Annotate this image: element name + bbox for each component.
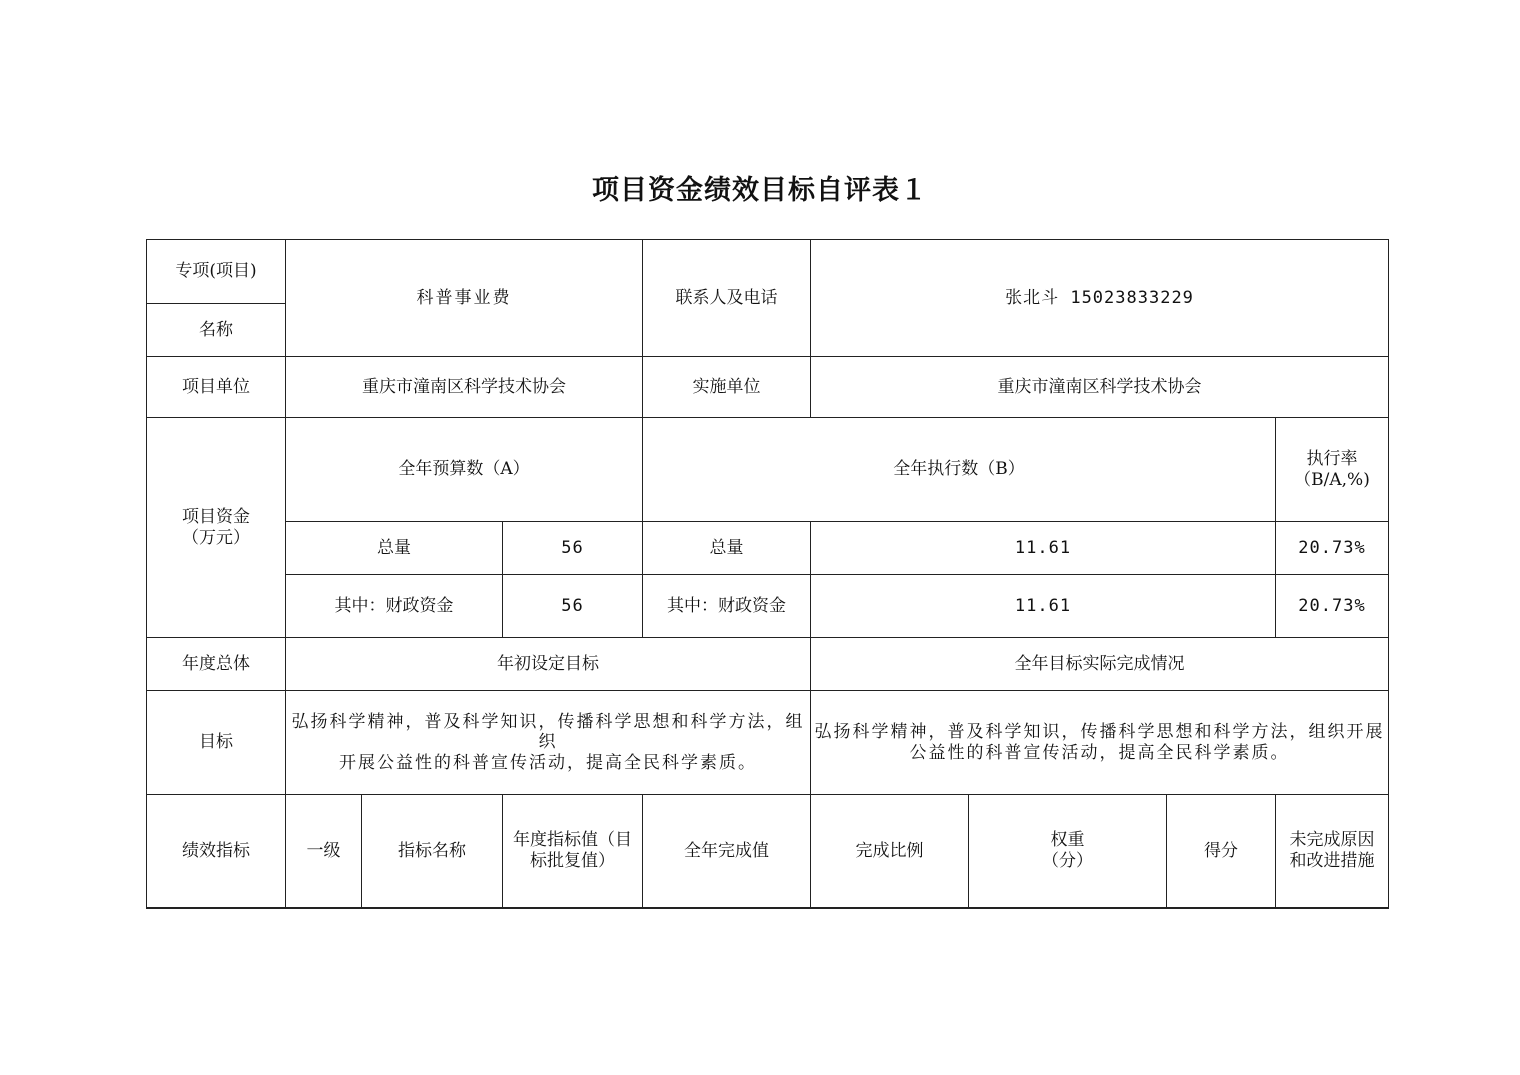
perf-ratio: 完成比例 (811, 795, 969, 908)
rate-header-line1: 执行率 (1306, 449, 1358, 470)
contact-value: 张北斗 15023833229 (811, 240, 1389, 357)
perf-target-line2: 标批复值） (530, 850, 615, 871)
perf-reason-line1: 未完成原因 (1289, 830, 1375, 851)
perf-weight-line1: 权重 (1050, 830, 1085, 851)
funds-label-line1: 项目资金 (182, 507, 250, 528)
table-row (147, 357, 1389, 418)
table-row (147, 638, 1389, 691)
funds-label-line2: （万元） (182, 527, 250, 548)
project-name-value: 科普事业费 (286, 240, 643, 357)
perf-indicator-name: 指标名称 (362, 795, 503, 908)
project-name-label-2: 名称 (147, 304, 286, 357)
table-row (147, 795, 1389, 908)
total-value-a: 56 (503, 522, 643, 575)
actual-target-header: 全年目标实际完成情况 (811, 638, 1389, 691)
table-row (147, 575, 1389, 638)
perf-target (503, 795, 643, 908)
total-label-a: 总量 (286, 522, 503, 575)
impl-unit-value: 重庆市潼南区科学技术协会 (811, 357, 1389, 418)
evaluation-table (146, 239, 1389, 909)
page-title: 项目资金绩效目标自评表１ (592, 175, 928, 206)
annual-label-2: 目标 (147, 691, 286, 795)
project-name-label-1: 专项(项目) (147, 240, 286, 304)
rate-header (1276, 418, 1389, 522)
fiscal-value-a: 56 (503, 575, 643, 638)
set-target-line2: 开展公益性的科普宣传活动，提高全民科学素质。 (339, 752, 757, 773)
perf-reason (1276, 795, 1389, 908)
total-rate: 20.73% (1276, 522, 1389, 575)
perf-weight-line2: （分） (1042, 850, 1093, 871)
perf-weight (969, 795, 1167, 908)
budget-header: 全年预算数（A） (286, 418, 643, 522)
set-target-line1: 弘扬科学精神，普及科学知识，传播科学思想和科学方法，组织 (291, 711, 805, 753)
contact-label: 联系人及电话 (643, 240, 811, 357)
rate-header-line2: （B/A,%) (1294, 469, 1370, 490)
table-row (147, 522, 1389, 575)
perf-level1: 一级 (286, 795, 362, 908)
total-value-b: 11.61 (811, 522, 1276, 575)
impl-unit-label: 实施单位 (643, 357, 811, 418)
perf-full-year: 全年完成值 (643, 795, 811, 908)
funds-label (147, 418, 286, 638)
fiscal-value-b: 11.61 (811, 575, 1276, 638)
total-label-b: 总量 (643, 522, 811, 575)
fiscal-rate: 20.73% (1276, 575, 1389, 638)
set-target-header: 年初设定目标 (286, 638, 811, 691)
fiscal-label-a: 其中：财政资金 (286, 575, 503, 638)
set-target-text (286, 691, 811, 795)
exec-header: 全年执行数（B） (643, 418, 1276, 522)
fiscal-label-b: 其中：财政资金 (643, 575, 811, 638)
actual-target-line1: 弘扬科学精神，普及科学知识，传播科学思想和科学方法，组织开展 (814, 722, 1385, 743)
table-row (147, 418, 1389, 522)
perf-reason-line2: 和改进措施 (1289, 850, 1375, 871)
actual-target-text (811, 691, 1389, 795)
perf-score: 得分 (1167, 795, 1276, 908)
table-row (147, 691, 1389, 795)
table-row (147, 240, 1389, 304)
perf-label: 绩效指标 (147, 795, 286, 908)
project-unit-value: 重庆市潼南区科学技术协会 (286, 357, 643, 418)
project-unit-label: 项目单位 (147, 357, 286, 418)
actual-target-line2: 公益性的科普宣传活动，提高全民科学素质。 (909, 742, 1290, 763)
annual-label-1: 年度总体 (147, 638, 286, 691)
perf-target-line1: 年度指标值（目 (513, 830, 632, 851)
